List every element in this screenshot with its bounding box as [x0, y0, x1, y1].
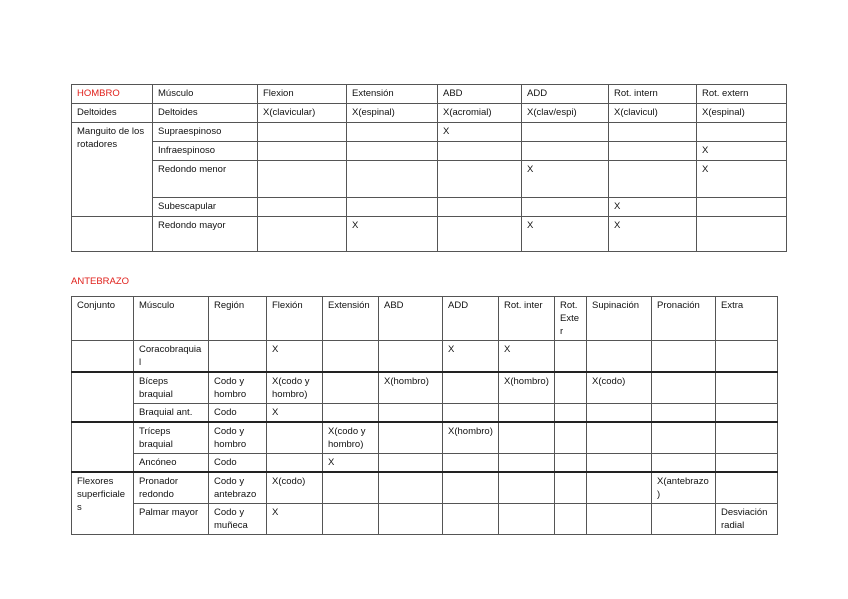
table-cell	[652, 341, 716, 373]
table-cell: X	[522, 217, 609, 252]
table-cell	[438, 198, 522, 217]
table-cell: X(acromial)	[438, 104, 522, 123]
table-cell	[258, 142, 347, 161]
table-cell: Redondo menor	[153, 161, 258, 198]
table-cell: Coracobraquial	[134, 341, 209, 373]
header-cell: ABD	[379, 297, 443, 341]
header-cell: Pronación	[652, 297, 716, 341]
table-cell	[716, 472, 778, 504]
table-row	[72, 217, 787, 252]
table-cell	[587, 422, 652, 454]
header-cell: Rot. inter	[499, 297, 555, 341]
table-cell	[72, 217, 153, 252]
table-cell: Ancóneo	[134, 454, 209, 473]
table-cell: Supraespinoso	[153, 123, 258, 142]
table-cell: X(codo y hombro)	[267, 372, 323, 404]
table-cell	[443, 472, 499, 504]
table-cell	[443, 372, 499, 404]
table-cell	[499, 472, 555, 504]
table-cell	[347, 142, 438, 161]
table-row	[72, 404, 778, 423]
table-cell	[609, 161, 697, 198]
table-cell	[609, 123, 697, 142]
table-cell: X	[267, 341, 323, 373]
table-cell	[323, 472, 379, 504]
table-row	[72, 472, 778, 504]
table-cell: X	[438, 123, 522, 142]
table-cell: Pronador redondo	[134, 472, 209, 504]
table-cell: Palmar mayor	[134, 504, 209, 535]
header-cell: Rot. intern	[609, 85, 697, 104]
hombro-header-row	[72, 85, 787, 104]
table-cell	[267, 454, 323, 473]
table-cell: X	[697, 161, 787, 198]
header-cell: Flexión	[267, 297, 323, 341]
table-cell: Subescapular	[153, 198, 258, 217]
table-cell	[652, 454, 716, 473]
header-cell: Conjunto	[72, 297, 134, 341]
table-cell: Codo	[209, 404, 267, 423]
table-cell: Deltoides	[72, 104, 153, 123]
table-cell	[652, 372, 716, 404]
hombro-section-label: HOMBRO	[72, 85, 153, 104]
table-cell	[347, 161, 438, 198]
table-row	[72, 504, 778, 535]
table-cell: Redondo mayor	[153, 217, 258, 252]
table-cell: X	[323, 454, 379, 473]
table-cell	[323, 341, 379, 373]
table-cell	[522, 123, 609, 142]
table-cell	[522, 198, 609, 217]
table-cell: Bíceps braquial	[134, 372, 209, 404]
table-cell	[72, 422, 134, 472]
table-cell	[716, 341, 778, 373]
table-cell	[379, 422, 443, 454]
header-cell: Flexion	[258, 85, 347, 104]
header-cell: Rot. extern	[697, 85, 787, 104]
table-cell	[499, 422, 555, 454]
table-cell	[379, 454, 443, 473]
table-cell	[379, 504, 443, 535]
table-cell: X(codo)	[587, 372, 652, 404]
table-cell	[555, 472, 587, 504]
header-cell: ADD	[443, 297, 499, 341]
table-cell: X	[697, 142, 787, 161]
table-cell	[587, 404, 652, 423]
table-cell	[209, 341, 267, 373]
table-row	[72, 341, 778, 373]
table-cell: Codo	[209, 454, 267, 473]
table-cell	[587, 341, 652, 373]
table-row	[72, 142, 787, 161]
table-cell	[499, 404, 555, 423]
table-cell	[652, 422, 716, 454]
table-row	[72, 161, 787, 198]
table-cell	[347, 123, 438, 142]
header-cell: Extensión	[347, 85, 438, 104]
header-cell: Región	[209, 297, 267, 341]
table-cell	[379, 341, 443, 373]
table-cell	[443, 454, 499, 473]
table-row	[72, 422, 778, 454]
table-cell: X(clavicul)	[609, 104, 697, 123]
table-cell	[587, 454, 652, 473]
table-cell	[499, 504, 555, 535]
table-cell	[609, 142, 697, 161]
hombro-table	[71, 84, 787, 252]
table-cell	[258, 161, 347, 198]
table-cell: Braquial ant.	[134, 404, 209, 423]
table-cell	[716, 422, 778, 454]
table-row	[72, 123, 787, 142]
table-cell: X(clav/espi)	[522, 104, 609, 123]
table-cell: X(codo)	[267, 472, 323, 504]
table-row	[72, 104, 787, 123]
table-cell: Codo y antebrazo	[209, 472, 267, 504]
table-cell	[72, 372, 134, 422]
table-cell	[697, 217, 787, 252]
table-cell	[438, 217, 522, 252]
table-cell: X(hombro)	[443, 422, 499, 454]
table-cell: X	[499, 341, 555, 373]
header-cell: Extensión	[323, 297, 379, 341]
table-row	[72, 198, 787, 217]
table-cell: X	[347, 217, 438, 252]
table-cell	[323, 404, 379, 423]
table-cell	[258, 123, 347, 142]
table-cell	[443, 504, 499, 535]
table-cell	[379, 404, 443, 423]
table-cell	[587, 472, 652, 504]
table-cell: X	[267, 504, 323, 535]
table-cell	[443, 404, 499, 423]
table-cell: Tríceps braquial	[134, 422, 209, 454]
table-cell: Deltoides	[153, 104, 258, 123]
table-cell: X(hombro)	[499, 372, 555, 404]
header-cell: Rot. Exter	[555, 297, 587, 341]
table-cell	[555, 422, 587, 454]
table-cell	[555, 404, 587, 423]
table-cell: X	[609, 198, 697, 217]
header-cell: ABD	[438, 85, 522, 104]
table-cell	[267, 422, 323, 454]
table-cell: X(clavicular)	[258, 104, 347, 123]
table-cell: Manguito de los rotadores	[72, 123, 153, 217]
table-cell	[258, 198, 347, 217]
table-cell	[652, 504, 716, 535]
table-cell	[379, 472, 443, 504]
antebrazo-title: ANTEBRAZO	[71, 276, 130, 287]
header-cell: Supinación	[587, 297, 652, 341]
table-cell: X	[267, 404, 323, 423]
table-cell: X(espinal)	[347, 104, 438, 123]
table-cell: X	[522, 161, 609, 198]
table-cell: X	[443, 341, 499, 373]
table-cell: Codo y hombro	[209, 372, 267, 404]
table-cell: X	[609, 217, 697, 252]
header-cell: Músculo	[134, 297, 209, 341]
table-cell	[347, 198, 438, 217]
table-cell	[555, 454, 587, 473]
table-cell	[652, 404, 716, 423]
table-cell	[587, 504, 652, 535]
table-cell	[555, 504, 587, 535]
table-cell	[697, 198, 787, 217]
antebrazo-header-row	[72, 297, 778, 341]
table-cell	[697, 123, 787, 142]
table-cell	[499, 454, 555, 473]
antebrazo-table	[71, 296, 778, 535]
table-cell: X(espinal)	[697, 104, 787, 123]
table-cell	[323, 504, 379, 535]
table-cell	[716, 372, 778, 404]
header-cell: ADD	[522, 85, 609, 104]
table-cell	[323, 372, 379, 404]
table-cell	[438, 142, 522, 161]
table-cell: Codo y muñeca	[209, 504, 267, 535]
table-cell: Infraespinoso	[153, 142, 258, 161]
table-cell: Codo y hombro	[209, 422, 267, 454]
table-cell: X(hombro)	[379, 372, 443, 404]
table-cell	[716, 404, 778, 423]
table-cell	[72, 341, 134, 373]
table-cell	[258, 217, 347, 252]
table-cell: Flexores superficiales	[72, 472, 134, 535]
table-cell	[522, 142, 609, 161]
table-cell	[555, 372, 587, 404]
table-cell: X(antebrazo)	[652, 472, 716, 504]
table-cell	[555, 341, 587, 373]
table-row	[72, 454, 778, 473]
table-cell	[438, 161, 522, 198]
table-cell: X(codo y hombro)	[323, 422, 379, 454]
table-cell	[716, 454, 778, 473]
header-cell: Músculo	[153, 85, 258, 104]
header-cell: Extra	[716, 297, 778, 341]
table-cell: Desviación radial	[716, 504, 778, 535]
table-row	[72, 372, 778, 404]
